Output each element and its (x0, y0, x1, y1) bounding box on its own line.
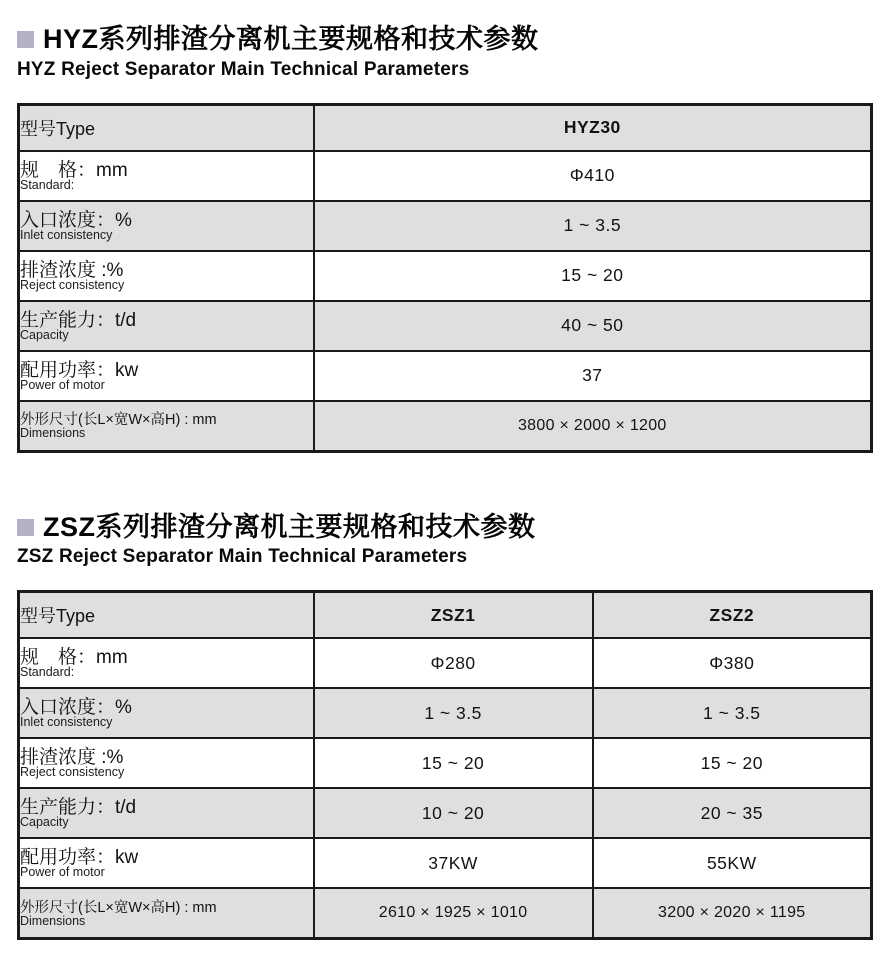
param-label-zh: 配用功率：kw (20, 847, 139, 869)
table-header-row (19, 592, 872, 639)
param-value-cell: 20 ~ 35 (593, 788, 872, 838)
param-label-text: 型号Type (20, 118, 96, 139)
param-label-cell (19, 788, 314, 838)
table-row (19, 401, 872, 452)
param-value-cell: 1 ~ 3.5 (314, 688, 593, 738)
param-label-en: Reject consistency (20, 277, 125, 292)
table-row (19, 201, 872, 251)
param-label-text: 型号Type (20, 606, 96, 627)
param-label-cell (19, 251, 314, 301)
table-row (19, 688, 872, 738)
param-value-cell: Φ280 (314, 638, 593, 688)
param-label-en: Reject consistency (20, 765, 125, 780)
table-row (19, 838, 872, 888)
section-title-zh: HYZ系列排渣分离机主要规格和技术参数 (43, 24, 539, 54)
param-value-cell: 3800 × 2000 × 1200 (314, 401, 872, 452)
table-row (19, 888, 872, 939)
section-title-zh: ZSZ系列排渣分离机主要规格和技术参数 (43, 511, 536, 542)
param-label-en: Power of motor (20, 865, 105, 880)
section-title-en: ZSZ Reject Separator Main Technical Parameters (17, 546, 468, 568)
section-zsz (17, 513, 873, 941)
param-value-cell: 1 ~ 3.5 (593, 688, 872, 738)
param-label-zh: 排渣浓度 :% (20, 259, 124, 281)
param-label-cell (19, 301, 314, 351)
section-hyz (17, 25, 873, 453)
square-bullet-icon (17, 31, 34, 48)
param-label-cell (19, 592, 314, 639)
param-value-cell: 37 (314, 351, 872, 401)
table-row (19, 638, 872, 688)
param-label-cell (19, 151, 314, 201)
square-bullet-icon (17, 519, 34, 536)
param-label-en: Dimensions (20, 426, 86, 441)
param-label-en: Standard: (20, 177, 75, 192)
param-label-zh: 排渣浓度 :% (20, 747, 124, 769)
param-value-cell: 15 ~ 20 (593, 738, 872, 788)
param-value-cell: 10 ~ 20 (314, 788, 593, 838)
param-label-en: Capacity (20, 815, 69, 830)
param-label-cell (19, 638, 314, 688)
param-label-zh: 配用功率：kw (20, 359, 139, 381)
table-row (19, 788, 872, 838)
param-value-cell: 55KW (593, 838, 872, 888)
param-value-cell: Φ410 (314, 151, 872, 201)
param-label-zh: 规 格：mm (20, 647, 128, 669)
zsz-parameters-table (17, 590, 873, 940)
table-row (19, 301, 872, 351)
param-label-en: Standard: (20, 665, 75, 680)
param-value-cell: 3200 × 2020 × 1195 (593, 888, 872, 939)
param-value-cell: 40 ~ 50 (314, 301, 872, 351)
table-row (19, 151, 872, 201)
table-row (19, 738, 872, 788)
hyz-parameters-table (17, 103, 873, 453)
param-label-zh: 入口浓度：% (20, 697, 132, 719)
model-name-cell: ZSZ2 (593, 592, 872, 639)
param-label-zh: 生产能力：t/d (20, 797, 137, 819)
param-value-cell: 15 ~ 20 (314, 738, 593, 788)
table-row (19, 251, 872, 301)
param-value-cell: 2610 × 1925 × 1010 (314, 888, 593, 939)
param-label-cell (19, 104, 314, 151)
param-label-cell (19, 688, 314, 738)
param-label-en: Inlet consistency (20, 715, 113, 730)
param-label-zh: 外形尺寸(长L×宽W×高H) : mm (20, 412, 217, 429)
param-label-en: Inlet consistency (20, 227, 113, 242)
table-row (19, 351, 872, 401)
param-label-en: Capacity (20, 327, 69, 342)
table-header-row (19, 104, 872, 151)
param-label-zh: 生产能力：t/d (20, 309, 137, 331)
section-zsz-title-row (17, 513, 873, 543)
param-label-cell (19, 838, 314, 888)
param-value-cell: 15 ~ 20 (314, 251, 872, 301)
param-label-zh: 规 格：mm (20, 159, 128, 181)
param-label-cell (19, 201, 314, 251)
param-label-cell (19, 351, 314, 401)
model-name-cell: ZSZ1 (314, 592, 593, 639)
param-label-cell (19, 738, 314, 788)
param-label-en: Dimensions (20, 913, 86, 928)
param-label-cell (19, 401, 314, 452)
section-title-en: HYZ Reject Separator Main Technical Parameters (17, 58, 470, 80)
param-label-zh: 外形尺寸(长L×宽W×高H) : mm (20, 899, 217, 916)
param-value-cell: 1 ~ 3.5 (314, 201, 872, 251)
param-value-cell: Φ380 (593, 638, 872, 688)
param-label-cell (19, 888, 314, 939)
param-label-en: Power of motor (20, 377, 105, 392)
param-value-cell: 37KW (314, 838, 593, 888)
model-name-cell: HYZ30 (314, 104, 872, 151)
param-label-zh: 入口浓度：% (20, 209, 132, 231)
section-hyz-title-row (17, 25, 873, 55)
